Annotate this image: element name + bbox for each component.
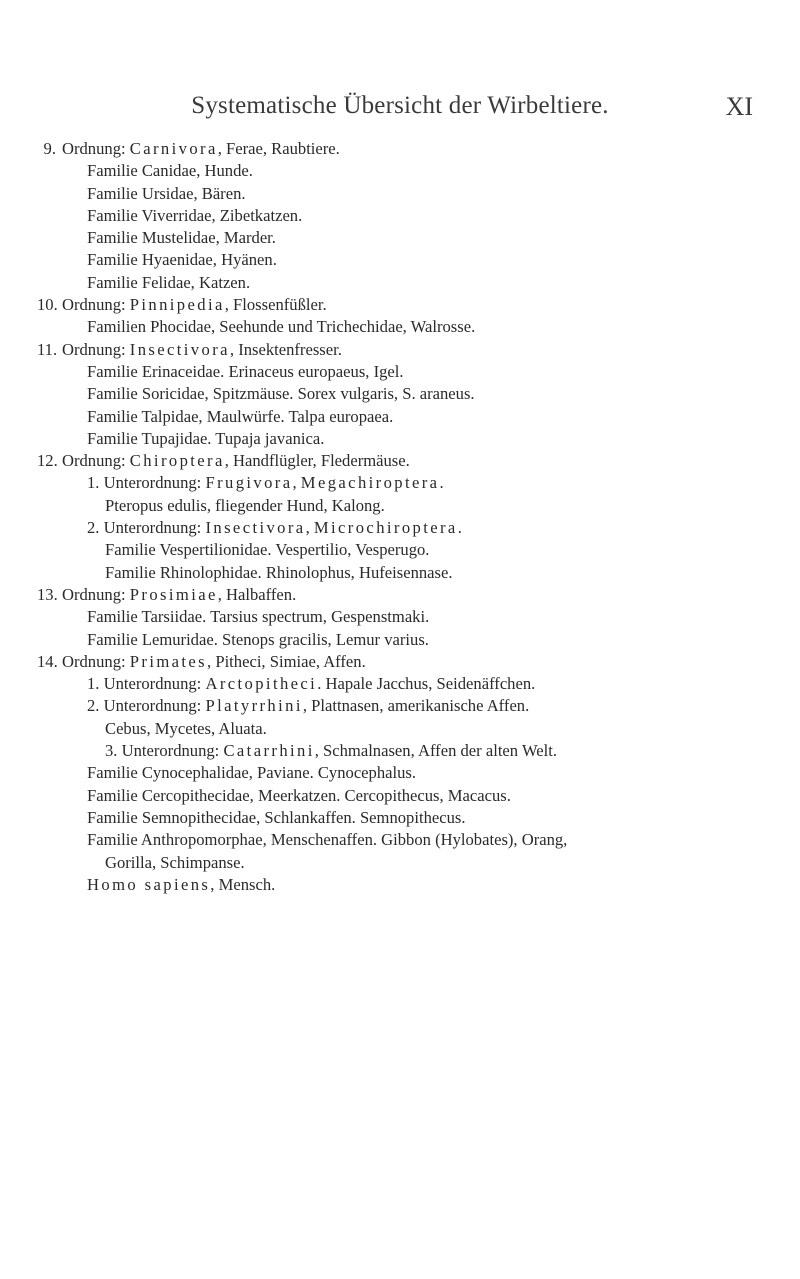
line-text: Ordnung: <box>62 584 130 604</box>
spaced-taxon-name: Prosimiae <box>129 584 218 604</box>
entry-line <box>62 183 798 205</box>
order-number: 14. <box>37 651 58 671</box>
entry-line <box>62 673 798 695</box>
line-text: . <box>439 473 444 493</box>
spaced-taxon-name: Pinnipedia <box>129 295 225 315</box>
line-text: Familie Tarsiidae. Tarsius spectrum, Gespenstmaki. <box>87 607 430 627</box>
line-text: 2. Unterordnung: <box>87 696 206 716</box>
taxonomy-list <box>37 138 798 896</box>
line-text: , Halbaffen. <box>217 584 297 604</box>
order-number: 9. <box>43 139 56 158</box>
order-line <box>37 450 798 472</box>
entry-line <box>62 606 798 628</box>
entry-line <box>62 361 798 383</box>
line-text: , Pitheci, Simiae, Affen. <box>207 651 366 671</box>
entry-line <box>62 316 798 338</box>
line-text: Familie Rhinolophidae. Rhinolophus, Hufeisennase. <box>105 562 453 582</box>
line-text: Familie Cercopithecidae, Meerkatzen. Cercopithecus, Macacus. <box>87 785 511 805</box>
line-text: 3. Unterordnung: <box>105 741 224 761</box>
entry-line <box>62 517 798 539</box>
spaced-taxon-name: Insectivora <box>129 339 230 359</box>
entry-line <box>62 562 798 584</box>
line-text: , Handflügler, Fledermäuse. <box>224 451 410 471</box>
line-text: Familie Soricidae, Spitzmäuse. Sorex vulgaris, S. araneus. <box>87 384 475 404</box>
line-text: Familie Lemuridae. Stenops gracilis, Lemur varius. <box>87 629 429 649</box>
entry-line <box>62 785 798 807</box>
line-text: Familie Cynocephalidae, Paviane. Cynocephalus. <box>87 763 417 783</box>
line-text: Familien Phocidae, Seehunde und Trichechidae, Walrosse. <box>87 317 476 337</box>
spaced-taxon-name: Catarrhini <box>223 741 315 761</box>
entry-line <box>62 205 798 227</box>
entry-line <box>62 852 798 874</box>
page-number: XI <box>725 92 753 121</box>
order-line <box>37 138 798 160</box>
order-line <box>37 339 798 361</box>
line-text: Familie Mustelidae, Marder. <box>87 228 276 248</box>
entry-line <box>62 539 798 561</box>
order-number: 10. <box>37 295 58 315</box>
order-number: 12. <box>37 451 58 471</box>
order-number: 11. <box>37 339 58 359</box>
entry-line <box>62 629 798 651</box>
entry-line <box>62 829 798 851</box>
spaced-taxon-name: Insectivora <box>205 518 306 538</box>
entry-line <box>62 428 798 450</box>
line-text: Familie Semnopithecidae, Schlankaffen. Semnopithecus. <box>87 807 466 827</box>
entry-line <box>62 762 798 784</box>
running-title: Systematische Übersicht der Wirbeltiere. <box>191 92 609 119</box>
spaced-taxon-name: Chiroptera <box>129 451 225 471</box>
entry-line <box>62 807 798 829</box>
order-number: 13. <box>37 584 58 604</box>
spaced-taxon-name: Primates <box>129 651 208 671</box>
entry-line <box>62 874 798 896</box>
entry-line <box>62 472 798 494</box>
spaced-taxon-name: Platyrrhini <box>205 696 303 716</box>
line-text: Familie Felidae, Katzen. <box>87 272 251 292</box>
entry-line <box>62 383 798 405</box>
line-text: . Hapale Jacchus, Seidenäffchen. <box>317 674 536 694</box>
line-text: Familie Ursidae, Bären. <box>87 183 246 203</box>
line-text: Ordnung: <box>62 139 130 158</box>
order-line <box>37 584 798 606</box>
line-text: Familie Anthropomorphae, Menschenaffen. Gibbon (Hylobates), Orang, <box>87 830 568 850</box>
line-text: Familie Viverridae, Zibetkatzen. <box>87 205 303 225</box>
line-text: Familie Tupajidae. Tupaja javanica. <box>87 428 325 448</box>
line-text: , Mensch. <box>210 874 276 894</box>
line-text: 2. Unterordnung: <box>87 518 206 538</box>
entry-line <box>62 249 798 271</box>
line-text: Familie Talpidae, Maulwürfe. Talpa europaea. <box>87 406 394 426</box>
entry-line <box>62 695 798 717</box>
entry-line <box>62 495 798 517</box>
line-text: Ordnung: <box>62 295 130 315</box>
spaced-taxon-name: Arctopitheci <box>205 674 318 694</box>
line-text: Familie Vespertilionidae. Vespertilio, Vesperugo. <box>105 540 430 560</box>
spaced-taxon-name: Carnivora <box>129 139 218 158</box>
line-text: Cebus, Mycetes, Aluata. <box>105 718 267 738</box>
line-text: Familie Canidae, Hunde. <box>87 161 253 181</box>
line-text: , <box>305 518 314 538</box>
line-text: , <box>292 473 301 493</box>
line-text: Familie Hyaenidae, Hyänen. <box>87 250 277 270</box>
entry-line <box>62 718 798 740</box>
line-text: 1. Unterordnung: <box>87 473 206 493</box>
line-text: Familie Erinaceidae. Erinaceus europaeus, Igel. <box>87 361 404 381</box>
order-line <box>37 294 798 316</box>
line-text: Pteropus edulis, fliegender Hund, Kalong. <box>105 495 385 515</box>
line-text: , Schmalnasen, Affen der alten Welt. <box>314 741 558 761</box>
line-text: , Ferae, Raubtiere. <box>217 139 340 158</box>
order-line <box>37 651 798 673</box>
entry-line <box>62 160 798 182</box>
line-text: Ordnung: <box>62 451 130 471</box>
line-text: Ordnung: <box>62 651 130 671</box>
line-text: Gorilla, Schimpanse. <box>105 852 245 872</box>
entry-line <box>62 740 798 762</box>
entry-line <box>62 272 798 294</box>
spaced-taxon-name: Frugivora <box>205 473 293 493</box>
line-text: , Plattnasen, amerikanische Affen. <box>302 696 530 716</box>
spaced-taxon-name: Megachiroptera <box>300 473 440 493</box>
spaced-taxon-name: Microchiroptera <box>313 518 458 538</box>
line-text: . <box>457 518 462 538</box>
page-header <box>0 92 800 132</box>
line-text: Ordnung: <box>62 339 130 359</box>
spaced-taxon-name: Homo sapiens <box>87 874 211 894</box>
entry-line <box>62 227 798 249</box>
line-text: 1. Unterordnung: <box>87 674 206 694</box>
entry-line <box>62 406 798 428</box>
line-text: , Insektenfresser. <box>229 339 342 359</box>
line-text: , Flossenfüßler. <box>224 295 327 315</box>
